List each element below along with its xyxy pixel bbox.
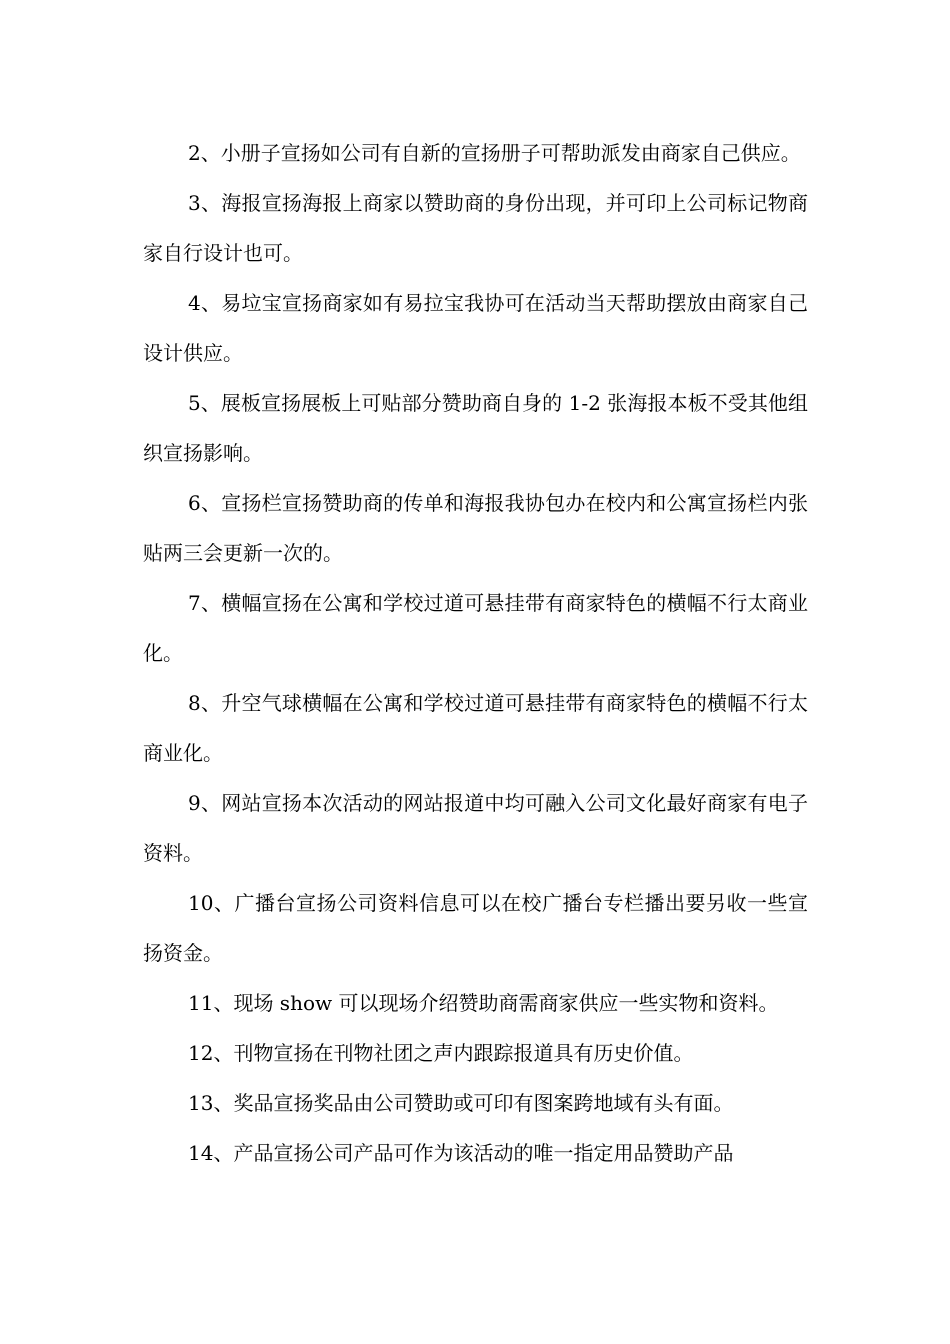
paragraph-item-11: 11、现场 show 可以现场介绍赞助商需商家供应一些实物和资料。 (188, 991, 779, 1015)
paragraph-item-10: 10、广播台宣扬公司资料信息可以在校广播台专栏播出要另收一些宣扬资金。 (143, 891, 808, 965)
paragraph-item-2: 2、小册子宣扬如公司有自新的宣扬册子可帮助派发由商家自己供应。 (188, 141, 801, 165)
paragraph-item-4: 4、易垃宝宣扬商家如有易拉宝我协可在活动当天帮助摆放由商家自己设计供应。 (143, 291, 808, 365)
paragraph-item-12: 12、刊物宣扬在刊物社团之声内跟踪报道具有历史价值。 (188, 1041, 694, 1065)
paragraph-item-14: 14、产品宣扬公司产品可作为该活动的唯一指定用品赞助产品 (188, 1141, 734, 1165)
paragraph-item-6: 6、宣扬栏宣扬赞助商的传单和海报我协包办在校内和公寓宣扬栏内张贴两三会更新一次的。 (143, 491, 808, 565)
paragraph-item-8: 8、升空气球横幅在公寓和学校过道可悬挂带有商家特色的横幅不行太商业化。 (143, 691, 808, 765)
paragraph-item-13: 13、奖品宣扬奖品由公司赞助或可印有图案跨地域有头有面。 (188, 1091, 734, 1115)
paragraph-item-7: 7、横幅宣扬在公寓和学校过道可悬挂带有商家特色的横幅不行太商业化。 (143, 591, 808, 665)
paragraph-item-9: 9、网站宣扬本次活动的网站报道中均可融入公司文化最好商家有电子资料。 (143, 791, 808, 865)
paragraph-item-5: 5、展板宣扬展板上可贴部分赞助商自身的 1-2 张海报本板不受其他组织宣扬影响。 (143, 391, 808, 465)
document-body (143, 128, 808, 1178)
paragraph-item-3: 3、海报宣扬海报上商家以赞助商的身份出现，并可印上公司标记物商家自行设计也可。 (143, 191, 808, 265)
